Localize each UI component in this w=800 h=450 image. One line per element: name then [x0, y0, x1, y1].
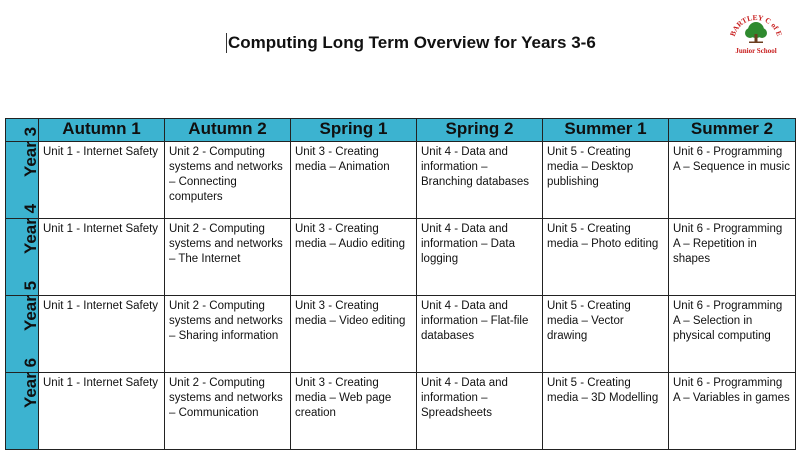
unit-cell: Unit 5 - Creating media – Vector drawing: [543, 296, 669, 373]
year-label-4: Year 4: [6, 219, 39, 296]
term-header-summer-2: Summer 2: [669, 119, 796, 142]
term-header-autumn-1: Autumn 1: [39, 119, 165, 142]
unit-cell: Unit 3 - Creating media – Audio editing: [291, 219, 417, 296]
unit-cell: Unit 5 - Creating media – 3D Modelling: [543, 373, 669, 450]
year-label-3: Year 3: [6, 142, 39, 219]
unit-cell: Unit 1 - Internet Safety: [39, 219, 165, 296]
unit-cell: Unit 1 - Internet Safety: [39, 296, 165, 373]
svg-text:Junior School: Junior School: [735, 47, 777, 55]
unit-cell: Unit 1 - Internet Safety: [39, 373, 165, 450]
unit-cell: Unit 6 - Programming A – Repetition in shapes: [669, 219, 796, 296]
unit-cell: Unit 6 - Programming A – Variables in games: [669, 373, 796, 450]
term-header-summer-1: Summer 1: [543, 119, 669, 142]
unit-cell: Unit 4 - Data and information – Branching databases: [417, 142, 543, 219]
unit-cell: Unit 2 - Computing systems and networks – The Internet: [165, 219, 291, 296]
year-row-3: [6, 142, 796, 219]
year-row-6: [6, 373, 796, 450]
unit-cell: Unit 6 - Programming A – Selection in physical computing: [669, 296, 796, 373]
unit-cell: Unit 2 - Computing systems and networks – Connecting computers: [165, 142, 291, 219]
unit-cell: Unit 4 - Data and information – Data logging: [417, 219, 543, 296]
unit-cell: Unit 3 - Creating media – Web page creation: [291, 373, 417, 450]
unit-cell: Unit 5 - Creating media – Desktop publishing: [543, 142, 669, 219]
curriculum-table: [5, 118, 796, 450]
unit-cell: Unit 1 - Internet Safety: [39, 142, 165, 219]
page-title: Computing Long Term Overview for Years 3-6: [228, 33, 596, 52]
tree-icon: [745, 22, 767, 43]
unit-cell: Unit 4 - Data and information – Flat-file databases: [417, 296, 543, 373]
year-row-4: [6, 219, 796, 296]
term-header-spring-2: Spring 2: [417, 119, 543, 142]
unit-cell: Unit 6 - Programming A – Sequence in music: [669, 142, 796, 219]
term-header-spring-1: Spring 1: [291, 119, 417, 142]
unit-cell: Unit 2 - Computing systems and networks – Communication: [165, 373, 291, 450]
year-row-5: [6, 296, 796, 373]
svg-text:BARTLEY C of E: BARTLEY C of E: [727, 12, 785, 38]
term-header-autumn-2: Autumn 2: [165, 119, 291, 142]
unit-cell: Unit 4 - Data and information – Spreadsheets: [417, 373, 543, 450]
year-label-6: Year 6: [6, 373, 39, 450]
unit-cell: Unit 2 - Computing systems and networks – Sharing information: [165, 296, 291, 373]
school-logo: [716, 6, 796, 64]
term-header-row: [6, 119, 796, 142]
unit-cell: Unit 5 - Creating media – Photo editing: [543, 219, 669, 296]
unit-cell: Unit 3 - Creating media – Video editing: [291, 296, 417, 373]
year-label-5: Year 5: [6, 296, 39, 373]
unit-cell: Unit 3 - Creating media – Animation: [291, 142, 417, 219]
